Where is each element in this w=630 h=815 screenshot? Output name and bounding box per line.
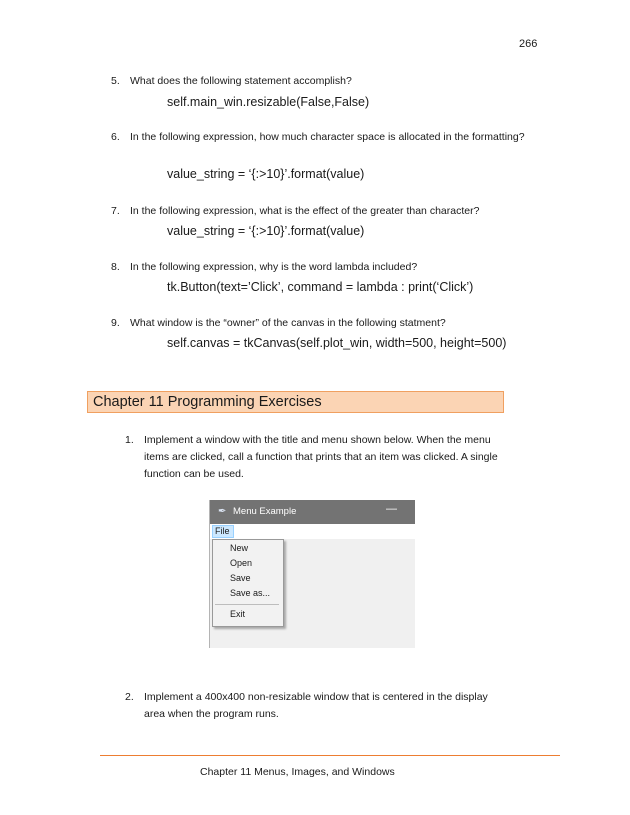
- question-text: What does the following statement accomplish?: [130, 75, 352, 87]
- exercise-number: 2.: [125, 691, 134, 703]
- file-menu[interactable]: File: [212, 525, 234, 538]
- tk-window-screenshot: [209, 500, 415, 648]
- menu-item-save-as[interactable]: Save as...: [230, 588, 271, 598]
- question-code: self.main_win.resizable(False,False): [167, 95, 370, 109]
- question-code: value_string = ‘{:>10}’.format(value): [167, 224, 365, 238]
- question-text: In the following expression, why is the word lambda included?: [130, 261, 418, 273]
- question-number: 5.: [111, 75, 120, 87]
- question-8: [111, 259, 531, 276]
- exercise-text: Implement a window with the title and menu shown below. When the menu items are clicked, call a function that prints that an item was clicked. A single function can be used.: [144, 434, 498, 480]
- question-9: [111, 315, 531, 332]
- menu-separator: [215, 604, 279, 605]
- tk-title-bar: [210, 500, 415, 524]
- page-number: 266: [519, 38, 538, 50]
- chapter-heading: Chapter 11 Programming Exercises: [93, 394, 322, 410]
- question-code: tk.Button(text=’Click’, command = lambda : print(‘Click’): [167, 280, 474, 294]
- question-7: [111, 203, 531, 220]
- question-code: value_string = ‘{:>10}’.format(value): [167, 167, 365, 181]
- exercise-2: [125, 689, 505, 723]
- exercise-number: 1.: [125, 434, 134, 446]
- footer-text: Chapter 11 Menus, Images, and Windows: [200, 766, 395, 778]
- tk-menubar: [210, 524, 415, 539]
- question-text: What window is the “owner” of the canvas in the following statment?: [130, 317, 446, 329]
- tk-window-title: Menu Example: [233, 506, 297, 517]
- question-number: 8.: [111, 261, 120, 273]
- menu-item-open[interactable]: Open: [230, 558, 253, 568]
- footer-rule: [100, 755, 560, 756]
- question-5: [111, 73, 531, 90]
- menu-item-save[interactable]: Save: [230, 573, 251, 583]
- question-code: self.canvas = tkCanvas(self.plot_win, width=500, height=500): [167, 336, 507, 350]
- chapter-heading-box: [87, 391, 504, 413]
- question-number: 9.: [111, 317, 120, 329]
- exercise-1: [125, 432, 505, 483]
- question-6: [111, 129, 531, 146]
- question-text: In the following expression, what is the effect of the greater than character?: [130, 205, 480, 217]
- exercise-text: Implement a 400x400 non-resizable window that is centered in the display area when the program runs.: [144, 691, 488, 720]
- question-number: 6.: [111, 131, 120, 143]
- minimize-icon[interactable]: —: [386, 503, 397, 515]
- question-number: 7.: [111, 205, 120, 217]
- menu-item-exit[interactable]: Exit: [230, 609, 246, 619]
- file-dropdown-menu: [212, 539, 284, 627]
- question-text: In the following expression, how much character space is allocated in the formatting?: [130, 131, 525, 143]
- feather-icon: ✒: [218, 506, 227, 517]
- menu-item-new[interactable]: New: [230, 543, 249, 553]
